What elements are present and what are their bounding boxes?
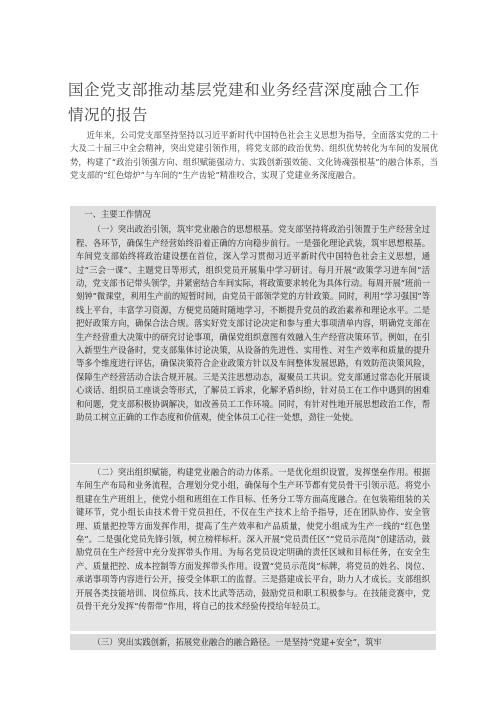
- paragraph-practice-innovation: （三）突出实践创新，拓展党业融合的融合路径。一是坚持“党建+安全”，筑牢: [92, 637, 382, 647]
- paragraph-organizational-empowerment: （二）突出组织赋能，构建党业融合的动力体系。一是优化组织设置，发挥堡垒作用。根据车间生产布局和业务流程，合理划分党小组，确保每个生产环节都有党员骨干引领示范。将党小组建在生产班组上，使党小组和班组在工作目标、任务分工等方面高度融合。在包装箱组装的关键环节，党小组长由技术骨干党员担任，不仅在生产技术上给予指导，还在团队协作、安全管理、质量把控等方面发挥作用，提高了生产效率和产品质量，使党小组成为生产一线的“红色堡垒”。二是强化党员先锋引领，树立榜样标杆。深入开展“党员责任区”“党员示范岗”创建活动，鼓励党员在生产经营中充分发挥带头作用。为每名党员设定明确的责任区域和目标任务，在安全生产、质量把控、成本控制等方面发挥带头作用。设置“党员示范岗”标牌，将党员的姓名、岗位、承诺事项等内容进行公开，接受全体职工的监督。三是搭建成长平台，助力人才成长。支部组织开展各类技能培训、岗位练兵、技术比武等活动，鼓励党员和职工积极参与。在技能竞赛中，党员骨干充分发挥“传帮带”作用，将自己的技术经验传授给年轻员工。: [76, 467, 430, 612]
- highlighted-section-2: [70, 464, 436, 631]
- document-title: [68, 78, 438, 128]
- highlighted-section-1: [70, 206, 436, 463]
- section-heading: 一、主要工作情况: [84, 209, 151, 219]
- title-line-1: 国企党支部推动基层党建和业务经营深度融合工作: [68, 81, 421, 99]
- highlighted-section-3: [70, 634, 436, 650]
- title-line-2: 情况的报告: [68, 106, 149, 124]
- intro-paragraph: 近年来，公司党支部坚持坚持以习近平新时代中国特色社会主义思想为指导，全面落实党的二十大及二十届三中全会精神，突出党建引领作用，将党支部的政治优势、组织优势转化为车间的发展优势，构建了“政治引领强方向、组织赋能强动力、实践创新强效能、文化铸魂强根基”的融合体系，当党支部的“红色熔炉”与车间的“生产齿轮”精准咬合，实现了党建业务深度融合。: [70, 130, 438, 180]
- paragraph-political-guidance: （一）突出政治引领，筑牢党业融合的思想根基。党支部坚持将政治引领置于生产经营全过程、各环节，确保生产经营始终沿着正确的方向稳步前行。一是强化理论武装，筑牢思想根基。车间党支部始终将政治建设摆在首位，深入学习贯彻习近平新时代中国特色社会主义思想，通过“三会一课”、主题党日等形式，组织党员开展集中学习研讨。每月开展“政策学习进车间”活动，党支部书记带头领学，并紧密结合车间实际，将政策要求转化为具体行动。每周开展“班前一刻钟”微课堂，利用生产前的短暂时间，由党员干部领学党的方针政策。同时，利用“学习强国”等线上平台，丰富学习资源，方便党员随时随地学习，不断提升党员的政治素养和理论水平。二是把好政策方向，确保合法合规。落实好党支部讨论决定和参与重大事项清单内容，明确党支部在生产经营重大决策中的研究讨论事项，确保党组织意图有效融入生产经营决策环节。例如，在引入新型生产设备时，党支部集体讨论决策，从设备的先进性、实用性、对生产效率和质量的提升等多个维度进行评估，确保决策符合企业政策方针以及车间整体发展思路，有效防范决策风险，保障生产经营活动合法合规开展。三是关注思想动态，凝聚员工共识。党支部通过常态化开展谈心谈话、组织员工座谈会等形式，了解员工诉求，化解矛盾纠纷，针对员工在工作中遇到的困难和问题，党支部积极协调解决，如改善员工工作环境。同时，有针对性地开展思想政治工作，帮助员工树立正确的工作态度和价值观，使全体员工心往一处想，劲往一处使。: [76, 224, 430, 423]
